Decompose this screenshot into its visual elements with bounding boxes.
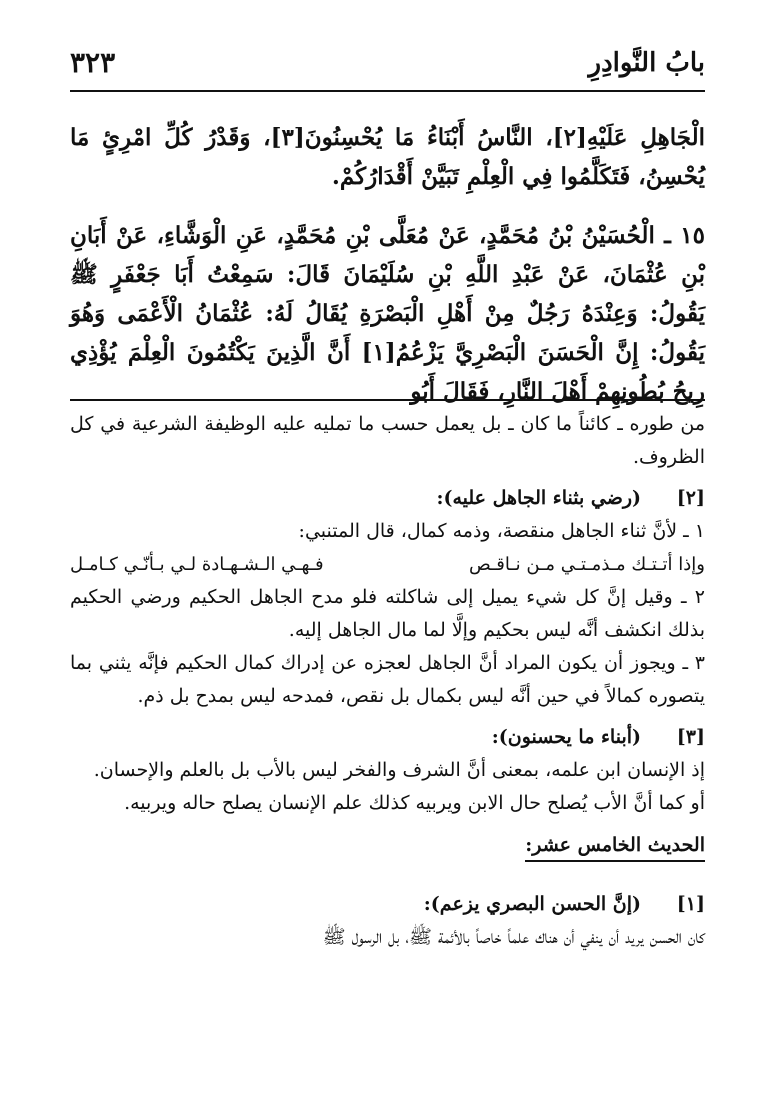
poetry-verse [70, 548, 705, 581]
main-text [70, 118, 705, 431]
note-3-line-1: إذ الإنسان ابن علمه، بمعنى أنَّ الشرف والفخر ليس بالأب بل بالعلم والإحسان. [93, 759, 705, 781]
page-number: ٣٢٣ [70, 46, 116, 79]
note-2-line-1: ١ ـ لأنَّ ثناء الجاهل منقصة، وذمه كمال، قال المتنبي: [298, 520, 705, 542]
note-3-header [70, 721, 705, 754]
section-heading: الحديث الخامس عشر: [525, 830, 705, 862]
chapter-title: بابُ النَّوادِرِ [588, 48, 705, 78]
note-1-number: [١] [676, 893, 705, 915]
note-3-label: (أبناء ما يحسنون): [491, 726, 641, 748]
note-continuation: من طوره ـ كائناً ما كان ـ بل يعمل حسب ما تمليه عليه الوظيفة الشرعية في كل الظروف. [70, 413, 705, 468]
footnote-separator [70, 399, 705, 401]
note-2-header [70, 482, 705, 515]
note-2-label: (رضي بثناء الجاهل عليه): [436, 487, 641, 509]
header-rule [70, 90, 705, 92]
note-1-line-1: كان الحسن يريد أن ينفي أن هناك علماً خاصاً بالأئمة ﷺ، بل الرسول ﷺ [322, 926, 705, 948]
verse-first-half: وإذا أتـتـك مـذمـتـي مـن نـاقـص [468, 554, 705, 575]
footnotes [70, 408, 705, 954]
note-1-label: (إنَّ الحسن البصري يزعم): [423, 893, 641, 915]
note-2-number: [٢] [676, 487, 705, 509]
verse-second-half: فـهـي الـشـهـادة لـي بـأنّـي كـامـل [70, 554, 324, 575]
note-3-line-2: أو كما أنَّ الأب يُصلح حال الابن ويربيه كذلك علم الإنسان يصلح حاله ويربيه. [124, 792, 705, 814]
main-paragraph-2: ١٥ ـ الْحُسَيْنُ بْنُ مُحَمَّدٍ، عَنْ مُعَلَّى بْنِ مُحَمَّدٍ، عَنِ الْوَشَّاءِ، عَنْ أَبَانِ بْنِ عُثْمَانَ، عَنْ عَبْدِ اللَّهِ بْنِ سُلَيْمَانَ قَالَ: سَمِعْتُ أَبَا جَعْفَرٍ ﷺ يَقُولُ: وَعِنْدَهُ رَجُلٌ مِنْ أَهْلِ الْبَصْرَةِ يُقَالُ لَهُ: عُثْمَانُ الْأَعْمَى وَهُوَ يَقُولُ: إِنَّ الْحَسَنَ الْبَصْرِيَّ يَزْعُمُ[١] أَنَّ الَّذِينَ يَكْتُمُونَ الْعِلْمَ يُؤْذِي رِيحُ بُطُونِهِمْ أَهْلَ النَّارِ، فَقَالَ أَبُو [70, 222, 705, 405]
note-2-line-2: ٢ ـ وقيل إنَّ كل شيء يميل إلى شاكلته فلو مدح الجاهل الحكيم ورضي الحكيم بذلك انكشف أنَّه ليس بحكيم وإلَّا لما مال الجاهل إليه. [70, 586, 705, 641]
main-paragraph-1: الْجَاهِلِ عَلَيْهِ[٢]، النَّاسُ أَبْنَاءُ مَا يُحْسِنُونَ[٣]، وَقَدْرُ كُلِّ امْرِئٍ مَا يُحْسِنُ، فَتَكَلَّمُوا فِي الْعِلْمِ تَبَيَّنْ أَقْدَارُكُمْ. [70, 124, 705, 190]
running-header [70, 42, 705, 92]
note-2-line-3: ٣ ـ ويجوز أن يكون المراد أنَّ الجاهل لعجزه عن إدراك كمال الحكيم فإنَّه يثني بما يتصوره كمالاً في حين أنَّه ليس بكمال بل نقص، فمدحه ليس بمدح بل ذم. [70, 652, 705, 707]
note-1-header [70, 888, 705, 921]
note-3-number: [٣] [676, 726, 705, 748]
